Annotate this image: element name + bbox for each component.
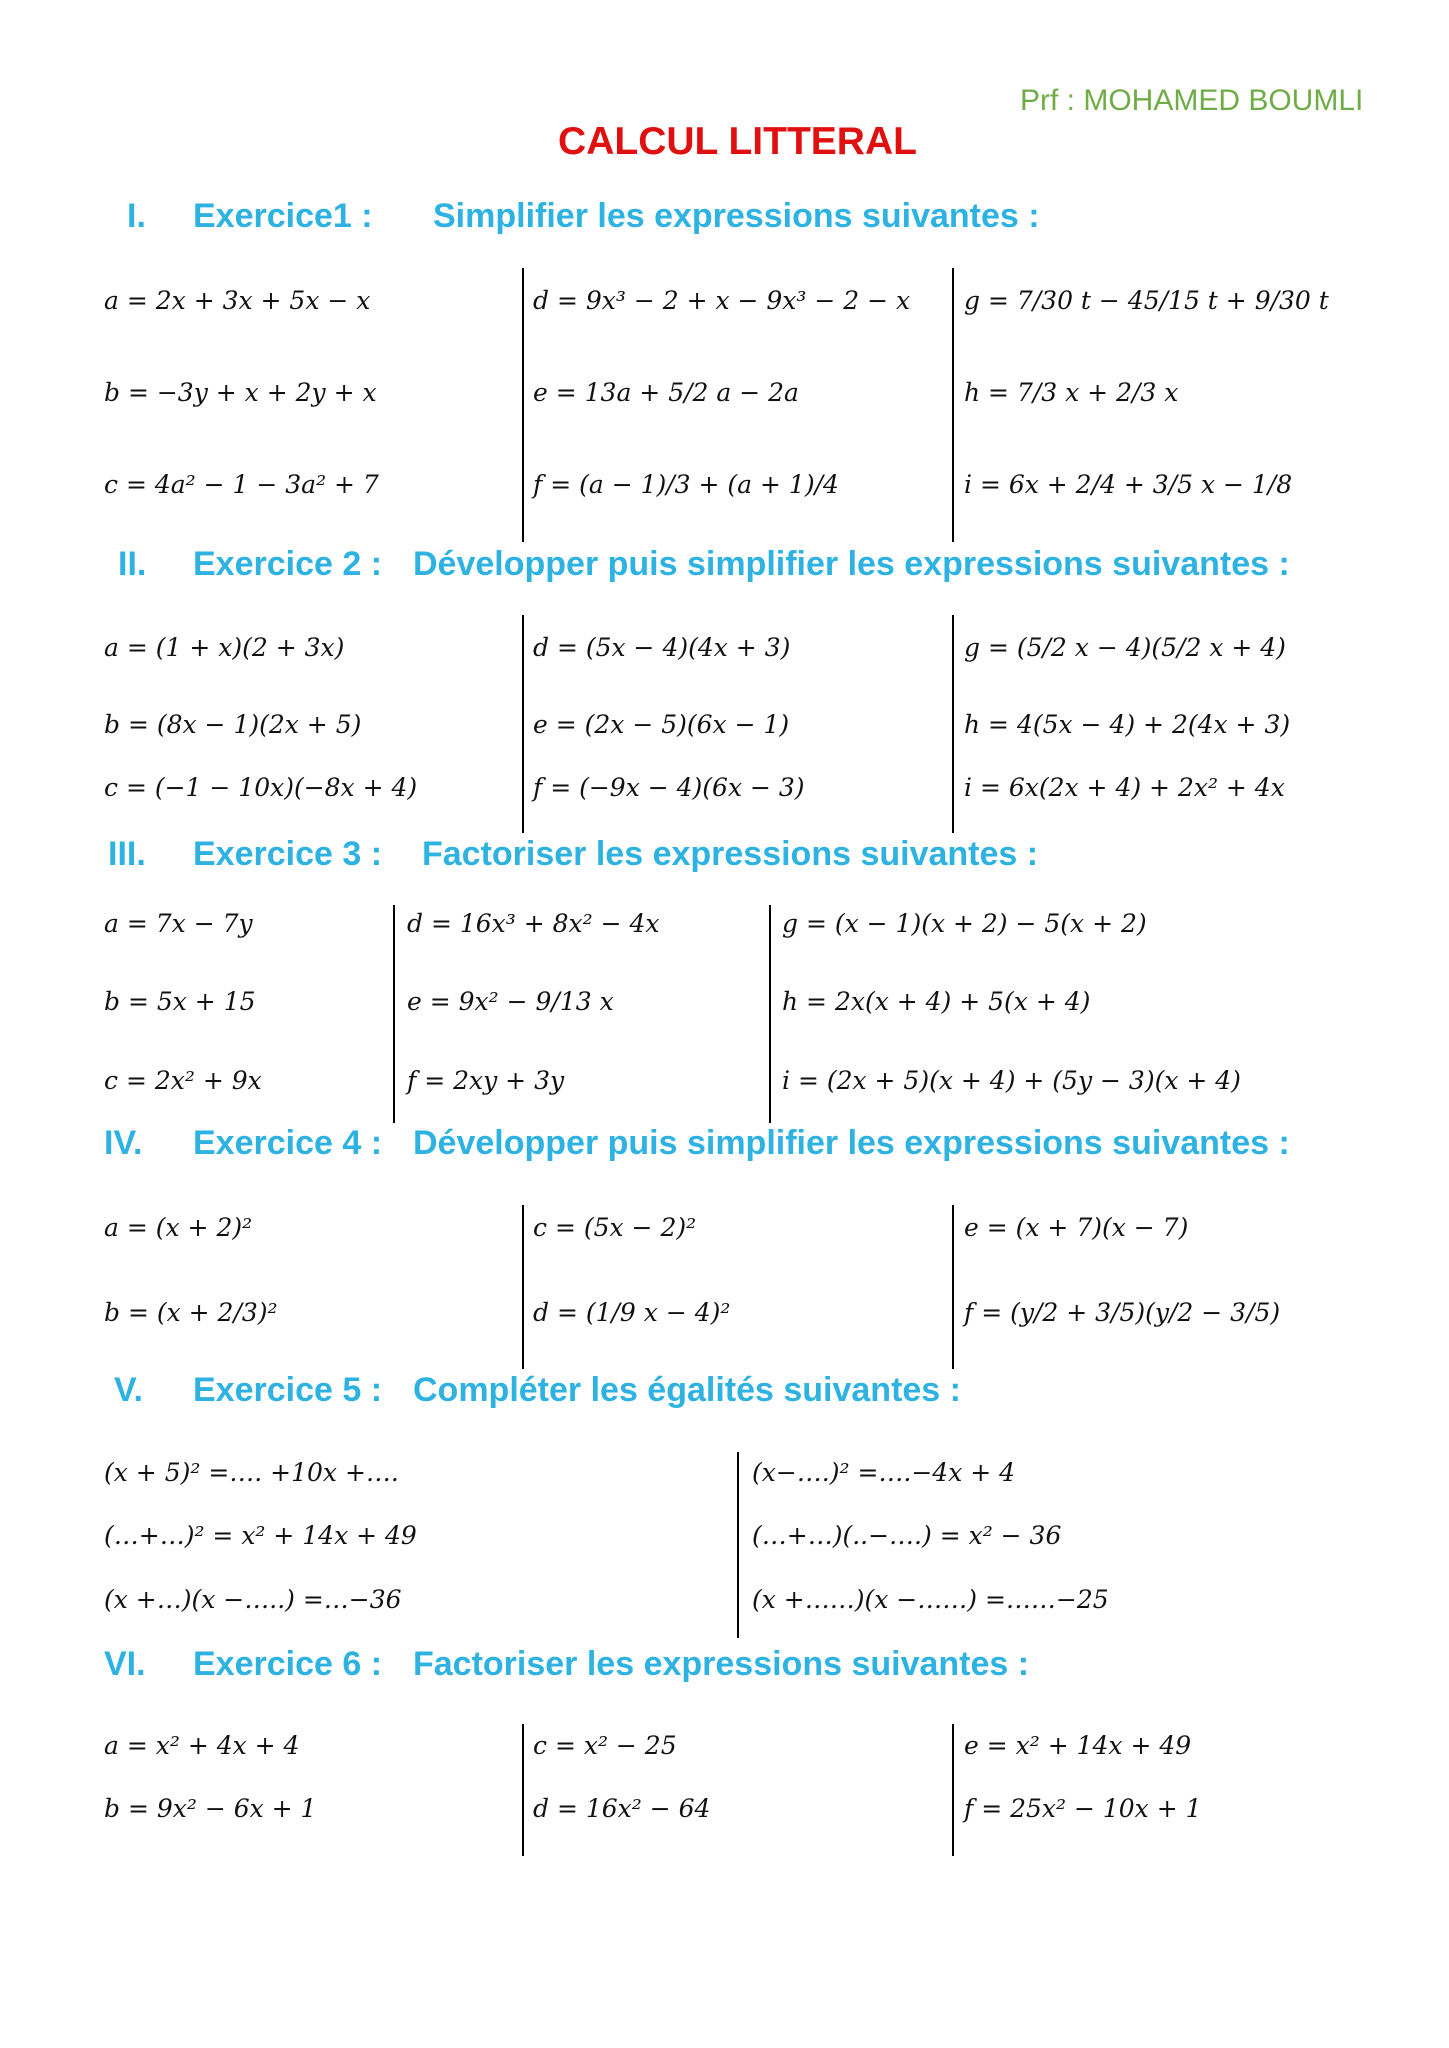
column-divider [952, 1205, 954, 1369]
exercise-1-heading [0, 197, 1449, 243]
column-divider [952, 1724, 954, 1856]
exercise-5-heading [0, 1371, 1449, 1417]
expression: d = 16x² − 64 [533, 1794, 711, 1823]
exercise-6-heading [0, 1645, 1449, 1691]
column-divider [952, 268, 954, 542]
expression: e = (2x − 5)(6x − 1) [533, 710, 790, 739]
author-name: Prf : MOHAMED BOUMLI [1020, 84, 1364, 117]
expression: i = 6x + 2/4 + 3/5 x − 1/8 [964, 470, 1293, 499]
exercise-instruction: Factoriser les expressions suivantes : [413, 1645, 1030, 1683]
exercise-instruction: Simplifier les expressions suivantes : [433, 197, 1040, 235]
expression: g = (x − 1)(x + 2) − 5(x + 2) [782, 909, 1147, 938]
page-title: CALCUL LITTERAL [558, 120, 917, 163]
expression: a = (1 + x)(2 + 3x) [104, 633, 345, 662]
expression: e = (x + 7)(x − 7) [964, 1213, 1189, 1242]
column-divider [769, 905, 771, 1123]
expression: c = (5x − 2)² [533, 1213, 697, 1242]
expression: f = (−9x − 4)(6x − 3) [533, 773, 805, 802]
expression: g = 7/30 t − 45/15 t + 9/30 t [964, 286, 1329, 315]
exercise-label: Exercice 2 : [193, 545, 383, 583]
column-divider [522, 615, 524, 833]
expression: h = 7/3 x + 2/3 x [964, 378, 1179, 407]
expression: f = 2xy + 3y [407, 1066, 565, 1095]
exercise-number: IV. [104, 1124, 143, 1162]
expression: h = 4(5x − 4) + 2(4x + 3) [964, 710, 1291, 739]
expression: (x +…)(x −…..) =…−36 [104, 1585, 402, 1614]
expression: a = 2x + 3x + 5x − x [104, 286, 371, 315]
exercise-number: III. [108, 835, 146, 873]
exercise-label: Exercice 3 : [193, 835, 383, 873]
column-divider [522, 1724, 524, 1856]
expression: d = (1/9 x − 4)² [533, 1298, 731, 1327]
column-divider [393, 905, 395, 1123]
exercise-number: I. [127, 197, 146, 235]
expression: c = 4a² − 1 − 3a² + 7 [104, 470, 379, 499]
exercise-3-heading [0, 835, 1449, 881]
expression: e = 9x² − 9/13 x [407, 987, 614, 1016]
expression: h = 2x(x + 4) + 5(x + 4) [782, 987, 1091, 1016]
expression: e = 13a + 5/2 a − 2a [533, 378, 799, 407]
expression: a = (x + 2)² [104, 1213, 253, 1242]
expression: a = x² + 4x + 4 [104, 1731, 300, 1760]
expression: d = 16x³ + 8x² − 4x [407, 909, 660, 938]
expression: a = 7x − 7y [104, 909, 253, 938]
exercise-number: II. [118, 545, 147, 583]
expression: c = x² − 25 [533, 1731, 677, 1760]
exercise-label: Exercice1 : [193, 197, 373, 235]
exercise-instruction: Compléter les égalités suivantes : [413, 1371, 961, 1409]
expression: g = (5/2 x − 4)(5/2 x + 4) [964, 633, 1286, 662]
exercise-instruction: Développer puis simplifier les expressions suivantes : [413, 545, 1290, 583]
expression: c = 2x² + 9x [104, 1066, 262, 1095]
column-divider [522, 1205, 524, 1369]
expression: d = (5x − 4)(4x + 3) [533, 633, 791, 662]
expression: f = (a − 1)/3 + (a + 1)/4 [533, 470, 839, 499]
expression: (…+…)(..−….) = x² − 36 [752, 1521, 1062, 1550]
exercise-instruction: Factoriser les expressions suivantes : [422, 835, 1039, 873]
exercise-label: Exercice 6 : [193, 1645, 383, 1683]
expression: d = 9x³ − 2 + x − 9x³ − 2 − x [533, 286, 911, 315]
expression: b = (x + 2/3)² [104, 1298, 278, 1327]
expression: (x−….)² =….−4x + 4 [752, 1458, 1016, 1487]
exercise-instruction: Développer puis simplifier les expressions suivantes : [413, 1124, 1290, 1162]
expression: f = 25x² − 10x + 1 [964, 1794, 1202, 1823]
expression: i = (2x + 5)(x + 4) + (5y − 3)(x + 4) [782, 1066, 1241, 1095]
expression: b = 9x² − 6x + 1 [104, 1794, 317, 1823]
exercise-4-heading [0, 1124, 1449, 1170]
expression: b = (8x − 1)(2x + 5) [104, 710, 362, 739]
expression: i = 6x(2x + 4) + 2x² + 4x [964, 773, 1285, 802]
expression: c = (−1 − 10x)(−8x + 4) [104, 773, 418, 802]
column-divider [737, 1452, 739, 1638]
expression: (…+…)² = x² + 14x + 49 [104, 1521, 417, 1550]
exercise-label: Exercice 4 : [193, 1124, 383, 1162]
column-divider [522, 268, 524, 542]
expression: b = −3y + x + 2y + x [104, 378, 377, 407]
exercise-label: Exercice 5 : [193, 1371, 383, 1409]
column-divider [952, 615, 954, 833]
expression: e = x² + 14x + 49 [964, 1731, 1192, 1760]
exercise-number: V. [114, 1371, 144, 1409]
expression: (x + 5)² =…. +10x +…. [104, 1458, 399, 1487]
exercise-number: VI. [104, 1645, 146, 1683]
exercise-2-heading [0, 545, 1449, 591]
expression: f = (y/2 + 3/5)(y/2 − 3/5) [964, 1298, 1281, 1327]
expression: b = 5x + 15 [104, 987, 256, 1016]
expression: (x +……)(x −……) =……−25 [752, 1585, 1109, 1614]
